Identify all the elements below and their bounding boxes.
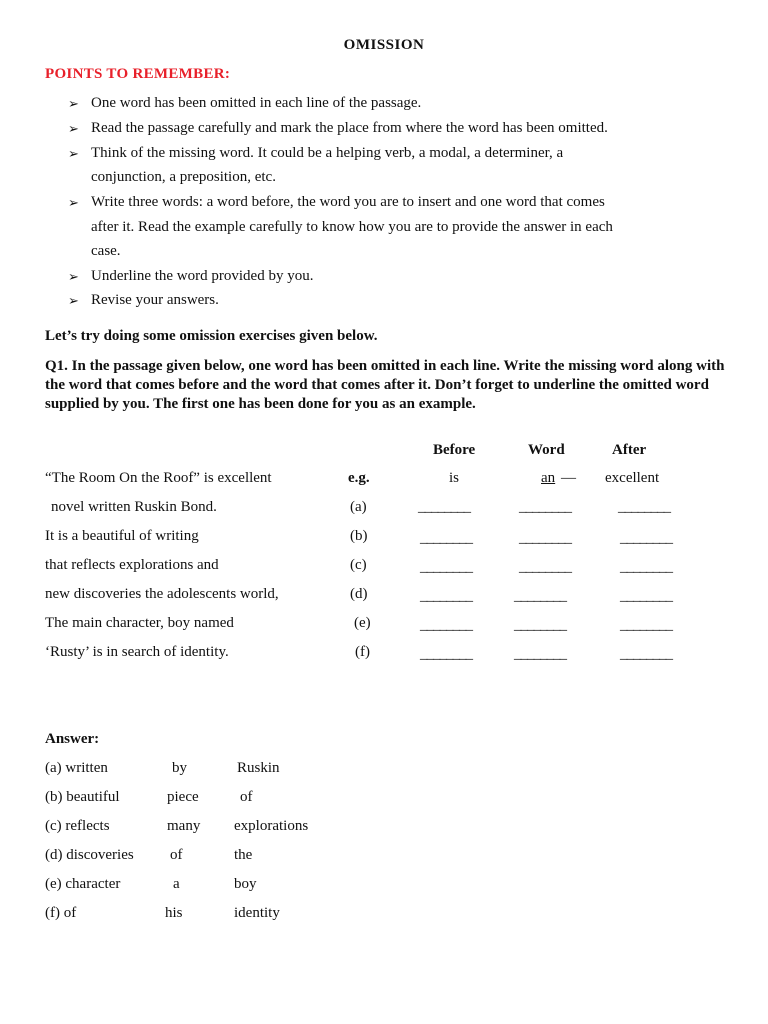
question-text: Q1. In the passage given below, one word has been omitted in each line. Write the missing word along with the word that comes before and the word that comes after it. Don’t forget to underline the omitted word supplied by you. The first one has been done for you as an example. xyxy=(45,358,725,412)
answer-blank-before: ________ xyxy=(420,617,472,633)
passage-line: that reflects explorations and xyxy=(45,557,219,573)
example-label: e.g. xyxy=(348,470,370,486)
bullet-arrow-icon: ➢ xyxy=(68,269,79,284)
answer-word: of xyxy=(170,847,183,863)
line-label: (a) xyxy=(350,499,367,515)
answer-word: his xyxy=(165,905,183,921)
example-after: excellent xyxy=(605,470,660,486)
answer-before: (b) beautiful xyxy=(45,789,120,805)
bullet-item: Revise your answers. xyxy=(91,292,219,308)
answer-before: (c) reflects xyxy=(45,818,110,834)
answer-blank-before: ________ xyxy=(420,559,472,575)
points-heading: POINTS TO REMEMBER: xyxy=(45,66,231,82)
column-header-after: After xyxy=(612,442,647,458)
answer-blank-after: ________ xyxy=(620,646,672,662)
line-label: (b) xyxy=(350,528,368,544)
answer-blank-after: ________ xyxy=(618,499,670,515)
answer-blank-before: ________ xyxy=(418,499,470,515)
answer-blank-word: ________ xyxy=(519,499,571,515)
column-header-before: Before xyxy=(433,442,476,458)
passage-line: It is a beautiful of writing xyxy=(45,528,199,544)
answer-blank-word: ________ xyxy=(514,646,566,662)
answer-blank-after: ________ xyxy=(620,559,672,575)
bullet-item: One word has been omitted in each line of the passage. xyxy=(91,95,422,111)
answer-after: Ruskin xyxy=(237,760,280,776)
passage-line: novel written Ruskin Bond. xyxy=(51,499,217,515)
answer-blank-word: ________ xyxy=(519,559,571,575)
answer-after: boy xyxy=(234,876,257,892)
bullet-item: Underline the word provided by you. xyxy=(91,268,314,284)
bullet-arrow-icon: ➢ xyxy=(68,195,79,210)
answer-blank-before: ________ xyxy=(420,530,472,546)
answer-blank-before: ________ xyxy=(420,646,472,662)
answer-word: piece xyxy=(167,789,199,805)
line-label: (c) xyxy=(350,557,367,573)
bullet-item-continued: case. xyxy=(91,243,121,259)
passage-line: “The Room On the Roof” is excellent xyxy=(45,470,272,486)
passage-line: The main character, boy named xyxy=(45,615,234,631)
line-label: (d) xyxy=(350,586,368,602)
answer-blank-word: ________ xyxy=(514,617,566,633)
bullet-item-continued: conjunction, a preposition, etc. xyxy=(91,169,276,185)
answer-blank-before: ________ xyxy=(420,588,472,604)
answer-blank-after: ________ xyxy=(620,530,672,546)
intro-text: Let’s try doing some omission exercises given below. xyxy=(45,328,378,344)
answer-before: (d) discoveries xyxy=(45,847,134,863)
bullet-arrow-icon: ➢ xyxy=(68,96,79,111)
example-word: an xyxy=(541,470,556,486)
bullet-item: Think of the missing word. It could be a helping verb, a modal, a determiner, a xyxy=(91,145,564,161)
answer-blank-word: ________ xyxy=(514,588,566,604)
answer-before: (e) character xyxy=(45,876,121,892)
line-label: (f) xyxy=(355,644,370,660)
bullet-arrow-icon: ➢ xyxy=(68,293,79,308)
passage-line: new discoveries the adolescents world, xyxy=(45,586,279,602)
bullet-arrow-icon: ➢ xyxy=(68,121,79,136)
answer-after: of xyxy=(240,789,253,805)
answer-heading: Answer: xyxy=(45,731,100,747)
answer-after: the xyxy=(234,847,253,863)
bullet-arrow-icon: ➢ xyxy=(68,146,79,161)
answer-blank-after: ________ xyxy=(620,588,672,604)
answer-before: (f) of xyxy=(45,905,77,921)
example-before: is xyxy=(449,470,460,486)
answer-word: a xyxy=(173,876,180,892)
page-title: OMISSION xyxy=(343,37,425,53)
answer-blank-after: ________ xyxy=(620,617,672,633)
column-header-word: Word xyxy=(528,442,565,458)
answer-blank-word: ________ xyxy=(519,530,571,546)
passage-line: ‘Rusty’ is in search of identity. xyxy=(45,644,229,660)
bullet-item: Read the passage carefully and mark the place from where the word has been omitted. xyxy=(91,120,608,136)
answer-word: many xyxy=(167,818,201,834)
example-dash: — xyxy=(561,470,576,486)
answer-after: explorations xyxy=(234,818,309,834)
answer-word: by xyxy=(172,760,187,776)
answer-after: identity xyxy=(234,905,280,921)
bullet-item: Write three words: a word before, the word you are to insert and one word that comes xyxy=(91,194,605,210)
line-label: (e) xyxy=(354,615,371,631)
bullet-item-continued: after it. Read the example carefully to know how you are to provide the answer in each xyxy=(91,219,613,235)
answer-before: (a) written xyxy=(45,760,108,776)
